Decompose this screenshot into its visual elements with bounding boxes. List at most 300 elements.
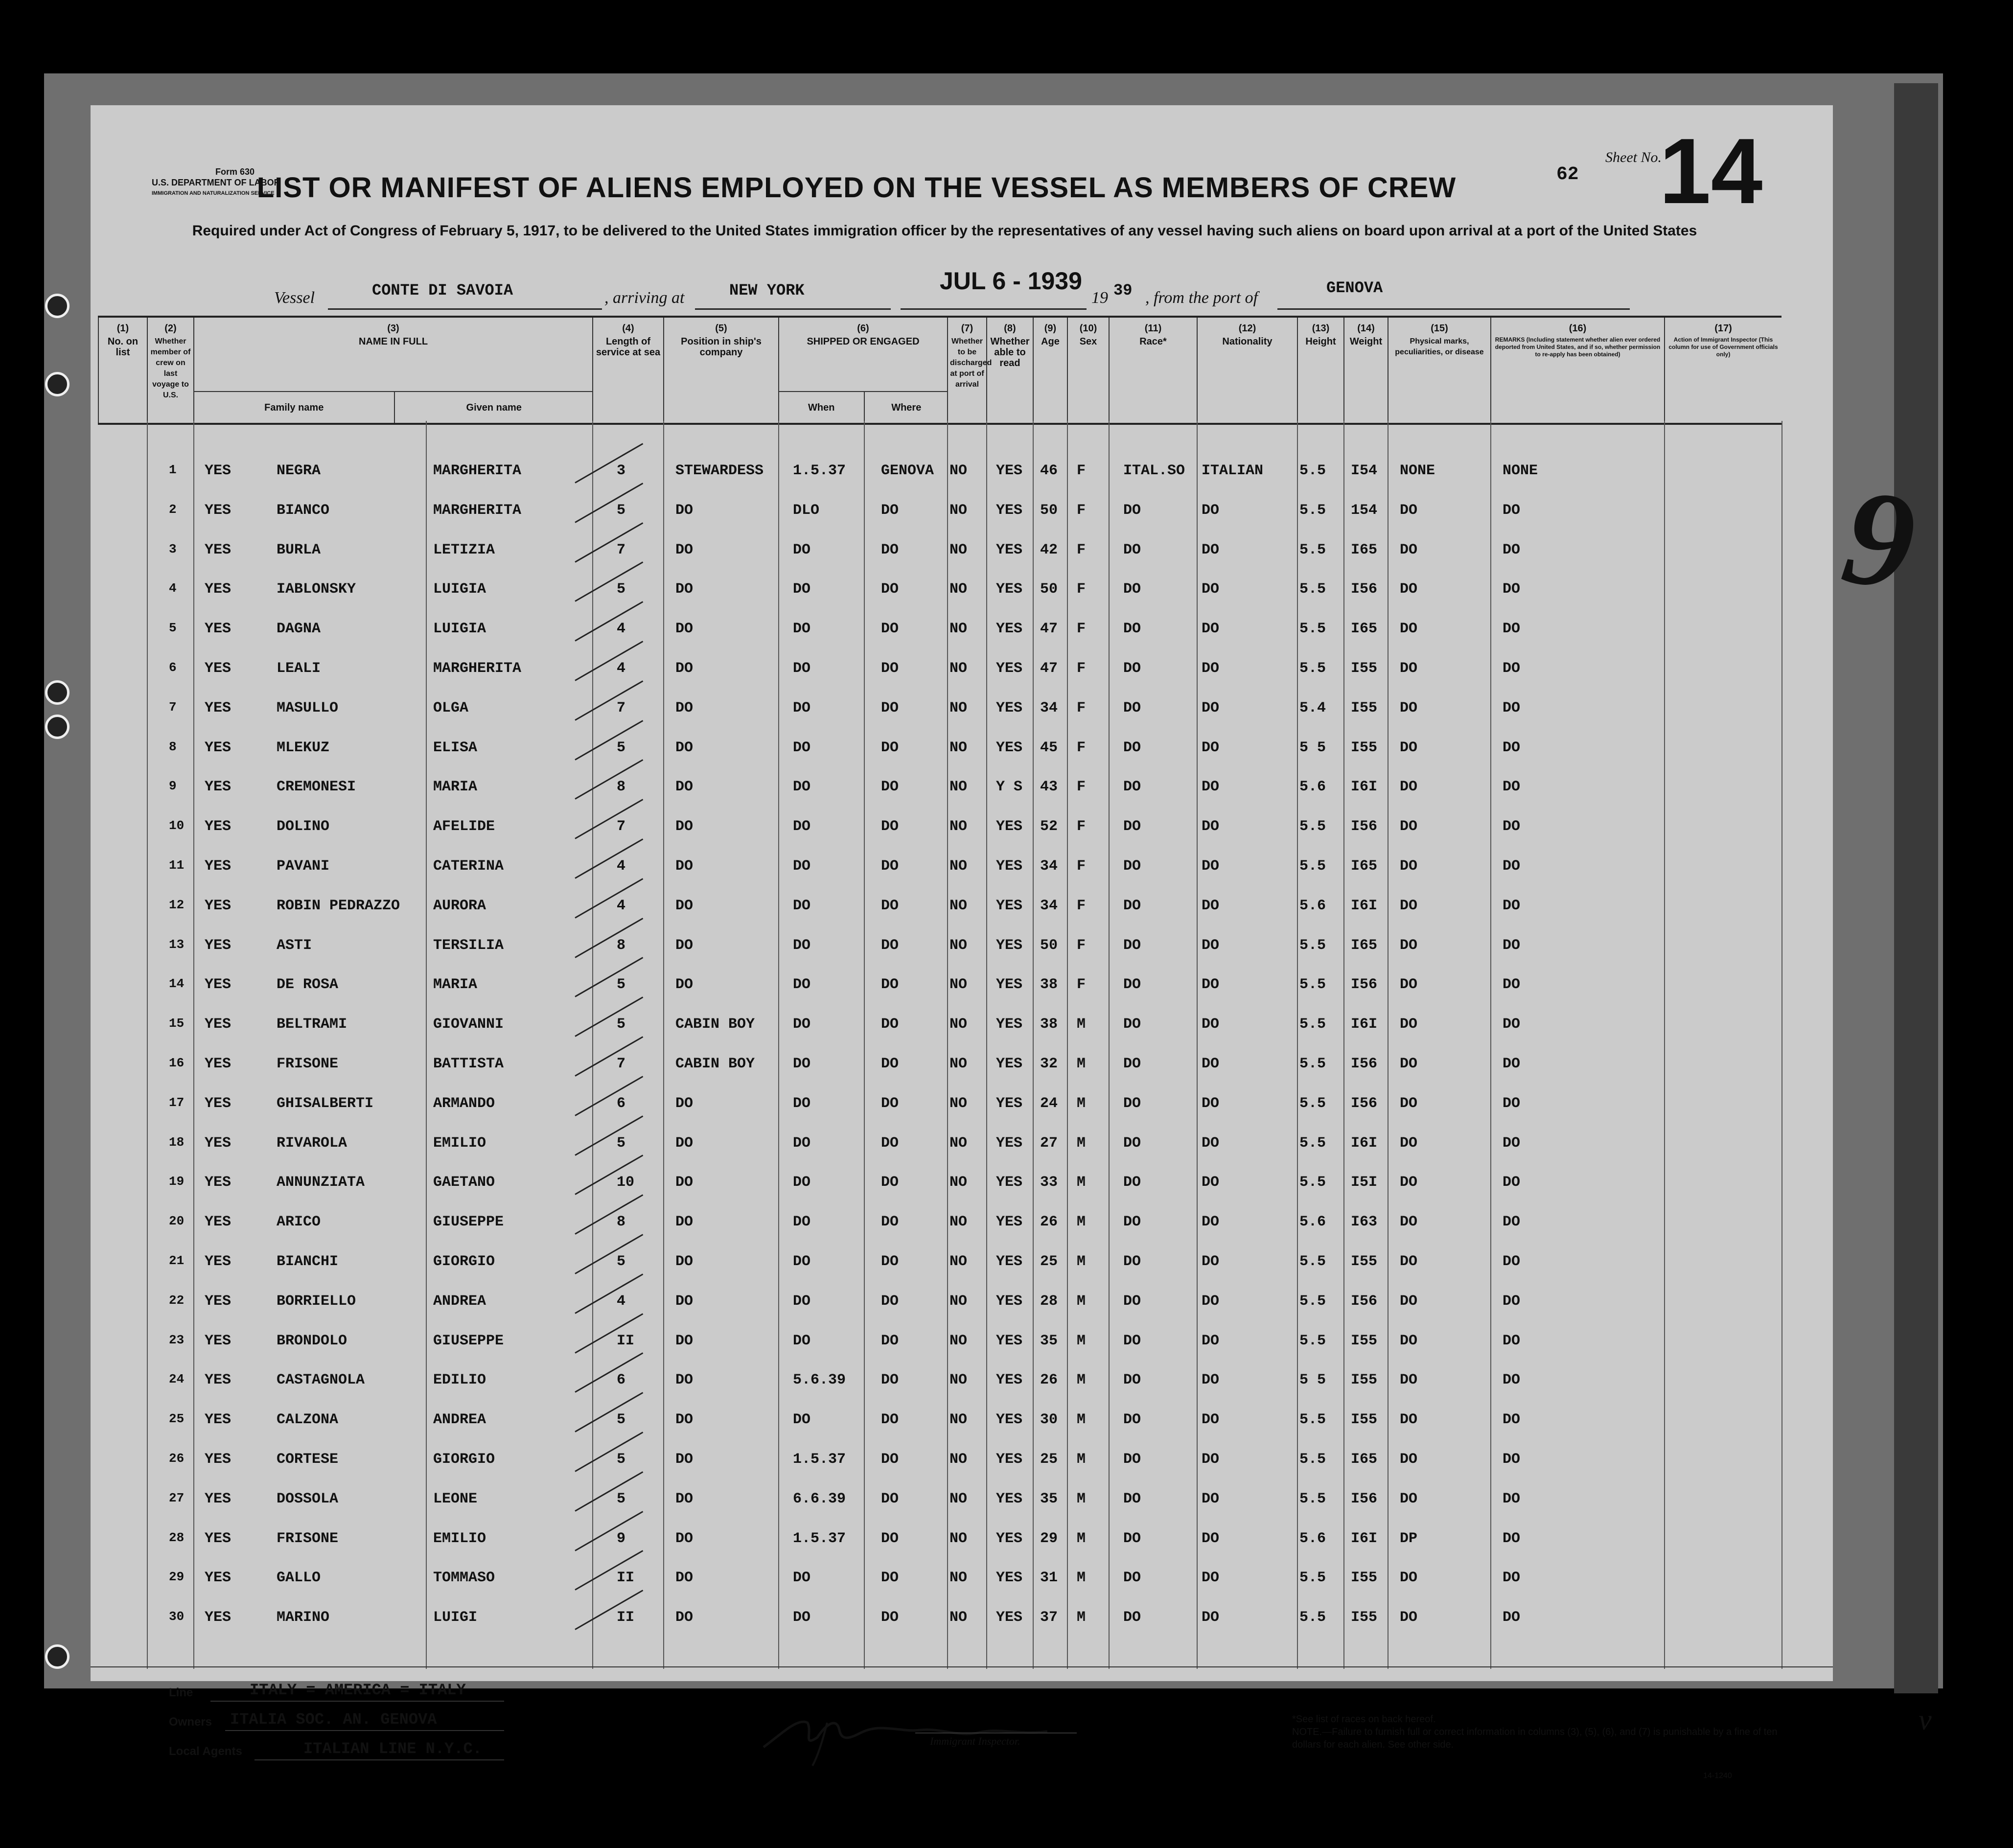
cell-family: CORTESE	[277, 1451, 339, 1468]
cell-weight: I56	[1351, 1095, 1378, 1112]
cell-age: 30	[1040, 1411, 1058, 1429]
cell-prev: YES	[205, 739, 231, 756]
cell-race: DO	[1123, 858, 1141, 875]
cell-weight: I55	[1351, 1332, 1378, 1349]
cell-nationality: DO	[1202, 541, 1220, 558]
cell-given: ANDREA	[433, 1411, 486, 1429]
cell-race: DO	[1123, 1016, 1141, 1033]
cell-prev: YES	[205, 581, 231, 598]
cell-position: DO	[675, 660, 694, 677]
cell-when: DO	[793, 1056, 811, 1072]
cell-prev: YES	[205, 660, 231, 677]
column-number: (15)	[1431, 323, 1448, 334]
column-label: Race*	[1139, 336, 1167, 347]
column-header	[1343, 318, 1388, 423]
cell-prev: YES	[205, 1174, 231, 1191]
cell-remarks: DO	[1503, 1293, 1521, 1310]
cell-height: 5.5	[1299, 1016, 1326, 1033]
cell-prev: YES	[205, 779, 231, 796]
cell-where: DO	[881, 779, 899, 796]
punch-hole	[45, 372, 69, 396]
cell-age: 47	[1040, 621, 1058, 638]
cell-where: DO	[881, 1056, 899, 1072]
cell-weight: I55	[1351, 660, 1378, 677]
cell-family: MLEKUZ	[277, 739, 330, 756]
column-header	[1664, 318, 1782, 423]
cell-prev: YES	[205, 1332, 231, 1349]
cell-race: DO	[1123, 779, 1141, 796]
cell-service: 7	[617, 818, 626, 835]
cell-nationality: DO	[1202, 1530, 1220, 1547]
cell-position: DO	[675, 1411, 694, 1429]
cell-given: GIOVANNI	[433, 1016, 504, 1033]
cell-given: GIORGIO	[433, 1451, 495, 1468]
cell-service: II	[617, 1570, 635, 1587]
cell-height: 5.5	[1299, 1174, 1326, 1191]
cell-remarks: DO	[1503, 1490, 1521, 1507]
cell-read: YES	[996, 1016, 1023, 1033]
column-header	[1297, 318, 1343, 423]
cell-height: 5.5	[1299, 1451, 1326, 1468]
cell-nationality: DO	[1202, 502, 1220, 519]
cell-discharged: NO	[949, 1451, 968, 1468]
cell-discharged: NO	[949, 1332, 968, 1349]
table-row	[0, 502, 2013, 541]
cell-age: 47	[1040, 660, 1058, 677]
cell-family: ARICO	[277, 1214, 321, 1231]
cell-position: DO	[675, 858, 694, 875]
cell-weight: I55	[1351, 1411, 1378, 1429]
cell-marks: DO	[1400, 1214, 1418, 1231]
owners-value: ITALIA SOC. AN. GENOVA	[230, 1710, 437, 1729]
cell-no: 18	[169, 1134, 185, 1150]
cell-given: MARGHERITA	[433, 462, 522, 479]
cell-sex: M	[1077, 1056, 1086, 1072]
cell-nationality: DO	[1202, 1490, 1220, 1507]
cell-position: DO	[675, 937, 694, 954]
table-row	[0, 1214, 2013, 1253]
cell-read: YES	[996, 1214, 1023, 1231]
cell-when: DO	[793, 1214, 811, 1231]
cell-weight: I56	[1351, 581, 1378, 598]
cell-nationality: DO	[1202, 621, 1220, 638]
cell-race: DO	[1123, 1174, 1141, 1191]
table-row	[0, 1570, 2013, 1609]
cell-service: 4	[617, 858, 626, 875]
cell-age: 45	[1040, 739, 1058, 756]
cell-age: 50	[1040, 502, 1058, 519]
cell-age: 33	[1040, 1174, 1058, 1191]
cell-remarks: DO	[1503, 897, 1521, 914]
cell-marks: DO	[1400, 976, 1418, 993]
cell-remarks: DO	[1503, 1056, 1521, 1072]
cell-read: YES	[996, 660, 1023, 677]
cell-height: 5.5	[1299, 976, 1326, 993]
cell-position: DO	[675, 1174, 694, 1191]
cell-position: DO	[675, 1253, 694, 1270]
cell-where: DO	[881, 541, 899, 558]
cell-where: GENOVA	[881, 462, 934, 479]
cell-discharged: NO	[949, 1134, 968, 1152]
column-label: Whether able to read	[990, 336, 1030, 369]
cell-service: 7	[617, 699, 626, 716]
cell-prev: YES	[205, 858, 231, 875]
cell-nationality: DO	[1202, 1056, 1220, 1072]
cell-where: DO	[881, 739, 899, 756]
cell-family: BIANCO	[277, 502, 330, 519]
cell-discharged: NO	[949, 581, 968, 598]
cell-where: DO	[881, 621, 899, 638]
cell-marks: DO	[1400, 699, 1418, 716]
cell-marks: DO	[1400, 1174, 1418, 1191]
cell-age: 25	[1040, 1253, 1058, 1270]
cell-service: 5	[617, 976, 626, 993]
cell-position: DO	[675, 739, 694, 756]
column-header	[1033, 318, 1067, 423]
cell-marks: DO	[1400, 937, 1418, 954]
cell-marks: DO	[1400, 1490, 1418, 1507]
column-sublabel: Given name	[394, 391, 594, 423]
cell-height: 5.4	[1299, 699, 1326, 716]
cell-no: 13	[169, 937, 185, 952]
owners-underline	[225, 1730, 504, 1731]
cell-discharged: NO	[949, 1570, 968, 1587]
cell-race: DO	[1123, 699, 1141, 716]
cell-remarks: DO	[1503, 1451, 1521, 1468]
cell-weight: I56	[1351, 976, 1378, 993]
cell-read: YES	[996, 1570, 1023, 1587]
cell-age: 50	[1040, 937, 1058, 954]
cell-service: 8	[617, 779, 626, 796]
cell-where: DO	[881, 897, 899, 914]
cell-weight: I55	[1351, 699, 1378, 716]
cell-nationality: DO	[1202, 937, 1220, 954]
column-header	[1197, 318, 1297, 423]
column-number: (14)	[1357, 323, 1375, 334]
cell-age: 35	[1040, 1332, 1058, 1349]
cell-weight: I63	[1351, 1214, 1378, 1231]
column-header	[663, 318, 778, 423]
cell-where: DO	[881, 1570, 899, 1587]
table-row	[0, 1293, 2013, 1332]
line-value: ITALY = AMERICA = ITALY	[250, 1681, 466, 1699]
cell-when: DO	[793, 581, 811, 598]
cell-given: LUIGIA	[433, 581, 486, 598]
cell-family: ANNUNZIATA	[277, 1174, 365, 1191]
cell-read: YES	[996, 1253, 1023, 1270]
column-label: No. on list	[107, 336, 139, 358]
cell-height: 5.5	[1299, 1134, 1326, 1152]
cell-service: 5	[617, 1134, 626, 1152]
inspector-label: Immigrant Inspector.	[930, 1735, 1020, 1747]
column-label: Age	[1041, 336, 1060, 347]
cell-prev: YES	[205, 462, 231, 479]
cell-when: 6.6.39	[793, 1490, 846, 1507]
footer-rule	[91, 1666, 1833, 1667]
cell-marks: DO	[1400, 1134, 1418, 1152]
column-label: Sex	[1079, 336, 1097, 347]
column-number: (1)	[116, 323, 129, 334]
cell-height: 5.6	[1299, 1214, 1326, 1231]
cell-height: 5.5	[1299, 1253, 1326, 1270]
cell-height: 5.5	[1299, 1609, 1326, 1626]
cell-position: DO	[675, 621, 694, 638]
agents-value: ITALIAN LINE N.Y.C.	[303, 1740, 482, 1758]
cell-when: DO	[793, 779, 811, 796]
cell-weight: I54	[1351, 462, 1378, 479]
cell-position: DO	[675, 976, 694, 993]
cell-read: YES	[996, 1411, 1023, 1429]
cell-prev: YES	[205, 1490, 231, 1507]
cell-nationality: DO	[1202, 897, 1220, 914]
cell-service: 4	[617, 660, 626, 677]
cell-no: 11	[169, 858, 185, 873]
cell-prev: YES	[205, 1016, 231, 1033]
cell-family: MARINO	[277, 1609, 330, 1626]
cell-prev: YES	[205, 541, 231, 558]
cell-weight: I55	[1351, 1253, 1378, 1270]
cell-remarks: DO	[1503, 779, 1521, 796]
cell-service: 7	[617, 1056, 626, 1072]
cell-race: DO	[1123, 1056, 1141, 1072]
column-label: Position in ship's company	[681, 336, 762, 358]
cell-no: 25	[169, 1411, 185, 1427]
cell-no: 8	[169, 739, 177, 754]
cell-no: 21	[169, 1253, 185, 1268]
cell-position: DO	[675, 818, 694, 835]
column-label: Physical marks, peculiarities, or disease	[1395, 337, 1484, 356]
cell-where: DO	[881, 502, 899, 519]
cell-where: DO	[881, 818, 899, 835]
cell-no: 17	[169, 1095, 185, 1110]
cell-given: ARMANDO	[433, 1095, 495, 1112]
cell-read: YES	[996, 1530, 1023, 1547]
cell-sex: M	[1077, 1372, 1086, 1389]
table-row	[0, 581, 2013, 620]
cell-sex: F	[1077, 897, 1086, 914]
cell-prev: YES	[205, 1214, 231, 1231]
cell-prev: YES	[205, 897, 231, 914]
cell-no: 16	[169, 1056, 185, 1070]
cell-when: DO	[793, 1411, 811, 1429]
cell-given: LEONE	[433, 1490, 478, 1507]
column-sublabel: Where	[864, 391, 949, 423]
cell-no: 28	[169, 1530, 185, 1545]
cell-service: 6	[617, 1095, 626, 1112]
cell-remarks: DO	[1503, 1095, 1521, 1112]
cell-discharged: NO	[949, 779, 968, 796]
cell-service: 7	[617, 541, 626, 558]
department-name: U.S. DEPARTMENT OF LABOR	[152, 178, 280, 187]
column-label: Whether member of crew on last voyage to U.S.	[150, 337, 191, 399]
line-label: Line	[169, 1686, 193, 1699]
cell-when: DO	[793, 858, 811, 875]
cell-family: BURLA	[277, 541, 321, 558]
cell-given: GIUSEPPE	[433, 1332, 504, 1349]
column-label: Action of Immigrant Inspector (This column for use of Government officials only)	[1668, 336, 1778, 358]
cell-weight: I56	[1351, 1056, 1378, 1072]
cell-marks: NONE	[1400, 462, 1435, 479]
cell-remarks: DO	[1503, 1134, 1521, 1152]
cell-prev: YES	[205, 621, 231, 638]
cell-age: 34	[1040, 858, 1058, 875]
column-number: (10)	[1079, 323, 1097, 334]
cell-position: DO	[675, 1451, 694, 1468]
cell-remarks: DO	[1503, 1609, 1521, 1626]
cell-read: YES	[996, 897, 1023, 914]
cell-discharged: NO	[949, 739, 968, 756]
cell-read: YES	[996, 858, 1023, 875]
cell-service: 5	[617, 581, 626, 598]
table-row	[0, 621, 2013, 660]
cell-nationality: DO	[1202, 739, 1220, 756]
cell-when: DO	[793, 937, 811, 954]
cell-where: DO	[881, 1016, 899, 1033]
cell-no: 4	[169, 581, 177, 596]
cell-race: DO	[1123, 976, 1141, 993]
cell-family: BORRIELLO	[277, 1293, 356, 1310]
cell-read: YES	[996, 462, 1023, 479]
cell-prev: YES	[205, 1134, 231, 1152]
cell-height: 5.6	[1299, 1530, 1326, 1547]
column-number: (11)	[1144, 323, 1162, 334]
table-row	[0, 542, 2013, 581]
cell-remarks: DO	[1503, 1530, 1521, 1547]
cell-marks: DO	[1400, 1293, 1418, 1310]
cell-marks: DP	[1400, 1530, 1418, 1547]
cell-when: DO	[793, 1134, 811, 1152]
cell-family: BRONDOLO	[277, 1332, 347, 1349]
cell-weight: I6I	[1351, 779, 1378, 796]
cell-where: DO	[881, 937, 899, 954]
cell-position: DO	[675, 1490, 694, 1507]
cell-remarks: NONE	[1503, 462, 1538, 479]
table-header	[98, 316, 1782, 425]
cell-service: 6	[617, 1372, 626, 1389]
cell-given: LETIZIA	[433, 541, 495, 558]
cell-prev: YES	[205, 1609, 231, 1626]
column-header	[98, 318, 147, 423]
cell-remarks: DO	[1503, 937, 1521, 954]
cell-service: 8	[617, 1214, 626, 1231]
cell-marks: DO	[1400, 818, 1418, 835]
cell-height: 5 5	[1299, 1372, 1326, 1389]
cell-marks: DO	[1400, 779, 1418, 796]
cell-read: YES	[996, 502, 1023, 519]
cell-family: ASTI	[277, 937, 312, 954]
cell-given: EMILIO	[433, 1134, 486, 1152]
cell-remarks: DO	[1503, 1411, 1521, 1429]
from-port-label: , from the port of	[1145, 289, 1258, 307]
cell-age: 34	[1040, 699, 1058, 716]
cell-when: DO	[793, 897, 811, 914]
cell-where: DO	[881, 1609, 899, 1626]
column-number: (5)	[715, 323, 727, 334]
cell-where: DO	[881, 858, 899, 875]
cell-position: DO	[675, 1372, 694, 1389]
cell-weight: I55	[1351, 1372, 1378, 1389]
cell-height: 5.5	[1299, 858, 1326, 875]
cell-where: DO	[881, 1411, 899, 1429]
cell-prev: YES	[205, 1530, 231, 1547]
cell-remarks: DO	[1503, 1332, 1521, 1349]
punch-hole	[45, 294, 69, 318]
races-note: *See list of races on back hereof.	[1292, 1714, 1436, 1725]
cell-given: TOMMASO	[433, 1570, 495, 1587]
cell-when: DLO	[793, 502, 820, 519]
column-number: (2)	[164, 323, 177, 334]
cell-height: 5.6	[1299, 779, 1326, 796]
cell-read: YES	[996, 1056, 1023, 1072]
cell-sex: F	[1077, 502, 1086, 519]
cell-sex: F	[1077, 976, 1086, 993]
cell-prev: YES	[205, 1570, 231, 1587]
cell-nationality: DO	[1202, 1570, 1220, 1587]
cell-sex: M	[1077, 1016, 1086, 1033]
sheet-label: Sheet No.	[1605, 149, 1662, 165]
cell-race: ITAL.SO	[1123, 462, 1185, 479]
cell-given: BATTISTA	[433, 1056, 504, 1072]
cell-when: DO	[793, 660, 811, 677]
cell-no: 30	[169, 1609, 185, 1624]
cell-family: LEALI	[277, 660, 321, 677]
cell-no: 6	[169, 660, 177, 675]
column-number: (13)	[1312, 323, 1330, 334]
cell-prev: YES	[205, 502, 231, 519]
cell-age: 26	[1040, 1372, 1058, 1389]
column-number: (9)	[1044, 323, 1057, 334]
fine-note: NOTE.—Failure to furnish full or correct information in columns (3), (5), (6), and (7) is punishable by a fine of ten dollars for each alien. See other side.	[1292, 1727, 1778, 1750]
cell-sex: M	[1077, 1214, 1086, 1231]
cell-height: 5.5	[1299, 1293, 1326, 1310]
cell-where: DO	[881, 1134, 899, 1152]
column-header	[1490, 318, 1664, 423]
cell-sex: F	[1077, 818, 1086, 835]
cell-read: YES	[996, 1372, 1023, 1389]
cell-given: GIUSEPPE	[433, 1214, 504, 1231]
cell-weight: I6I	[1351, 897, 1378, 914]
cell-sex: M	[1077, 1490, 1086, 1507]
cell-given: EDILIO	[433, 1372, 486, 1389]
cell-where: DO	[881, 1174, 899, 1191]
cell-no: 23	[169, 1332, 185, 1347]
cell-nationality: DO	[1202, 581, 1220, 598]
cell-prev: YES	[205, 976, 231, 993]
cell-service: 3	[617, 462, 626, 479]
cell-discharged: NO	[949, 858, 968, 875]
cell-given: MARIA	[433, 976, 478, 993]
cell-read: YES	[996, 1332, 1023, 1349]
cell-discharged: NO	[949, 502, 968, 519]
arriving-port: NEW YORK	[729, 281, 805, 300]
cell-marks: DO	[1400, 1056, 1418, 1072]
cell-discharged: NO	[949, 1293, 968, 1310]
cell-family: IABLONSKY	[277, 581, 356, 598]
cell-sex: F	[1077, 699, 1086, 716]
cell-position: DO	[675, 1609, 694, 1626]
cell-service: 5	[617, 1253, 626, 1270]
cell-height: 5.5	[1299, 541, 1326, 558]
cell-nationality: DO	[1202, 1016, 1220, 1033]
cell-race: DO	[1123, 1332, 1141, 1349]
cell-race: DO	[1123, 818, 1141, 835]
cell-race: DO	[1123, 897, 1141, 914]
cell-no: 3	[169, 541, 177, 556]
cell-height: 5.5	[1299, 621, 1326, 638]
cell-no: 19	[169, 1174, 185, 1189]
cell-race: DO	[1123, 541, 1141, 558]
cell-marks: DO	[1400, 541, 1418, 558]
